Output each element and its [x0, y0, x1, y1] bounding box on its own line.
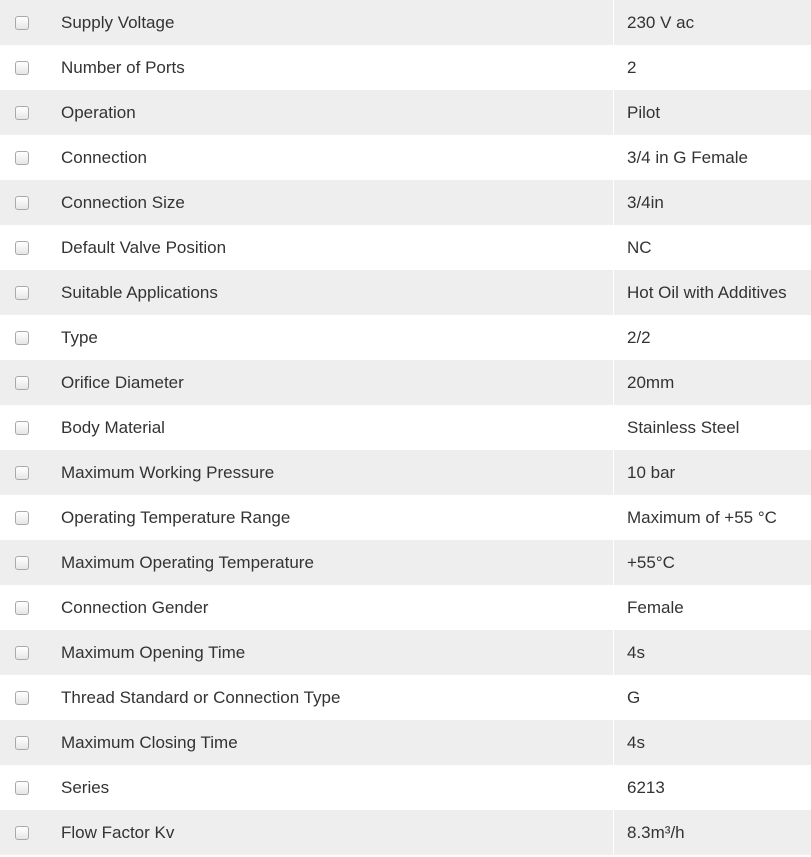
- attribute-label: Maximum Operating Temperature: [61, 552, 314, 572]
- attribute-label: Operating Temperature Range: [61, 507, 291, 527]
- row-checkbox[interactable]: [15, 646, 29, 660]
- row-checkbox[interactable]: [15, 421, 29, 435]
- row-checkbox[interactable]: [15, 466, 29, 480]
- table-row: [0, 540, 811, 585]
- checkbox-cell: [0, 135, 44, 180]
- attribute-label: Series: [61, 777, 110, 797]
- checkbox-cell: [0, 315, 44, 360]
- table-row: [0, 315, 811, 360]
- row-checkbox[interactable]: [15, 826, 29, 840]
- attribute-label: Connection: [61, 147, 148, 167]
- attribute-label: Orifice Diameter: [61, 372, 184, 392]
- attribute-label: Body Material: [61, 417, 165, 437]
- attribute-value: Female: [614, 585, 811, 630]
- row-checkbox[interactable]: [15, 556, 29, 570]
- row-checkbox[interactable]: [15, 781, 29, 795]
- table-row: [0, 270, 811, 315]
- table-row: [0, 630, 811, 675]
- table-row: [0, 765, 811, 810]
- table-row: [0, 135, 811, 180]
- attribute-value: 2/2: [614, 315, 811, 360]
- attribute-value: Hot Oil with Additives: [614, 270, 811, 315]
- checkbox-cell: [0, 495, 44, 540]
- attribute-value: 3/4 in G Female: [614, 135, 811, 180]
- attribute-label: Flow Factor Kv: [61, 822, 175, 842]
- checkbox-cell: [0, 225, 44, 270]
- attribute-value: 3/4in: [614, 180, 811, 225]
- checkbox-cell: [0, 270, 44, 315]
- checkbox-cell: [0, 450, 44, 495]
- table-row: [0, 450, 811, 495]
- table-row: [0, 225, 811, 270]
- row-checkbox[interactable]: [15, 331, 29, 345]
- attribute-label: Maximum Closing Time: [61, 732, 238, 752]
- row-checkbox[interactable]: [15, 376, 29, 390]
- row-checkbox[interactable]: [15, 196, 29, 210]
- row-checkbox[interactable]: [15, 601, 29, 615]
- row-checkbox[interactable]: [15, 736, 29, 750]
- table-row: [0, 810, 811, 855]
- attribute-label: Maximum Opening Time: [61, 642, 246, 662]
- checkbox-cell: [0, 45, 44, 90]
- attribute-label: Suitable Applications: [61, 282, 218, 302]
- attribute-value: Pilot: [614, 90, 811, 135]
- checkbox-cell: [0, 765, 44, 810]
- attribute-value: Maximum of +55 °C: [614, 495, 811, 540]
- row-checkbox[interactable]: [15, 106, 29, 120]
- attribute-value: 4s: [614, 720, 811, 765]
- row-checkbox[interactable]: [15, 61, 29, 75]
- row-checkbox[interactable]: [15, 151, 29, 165]
- attribute-label: Operation: [61, 102, 136, 122]
- attribute-label: Thread Standard or Connection Type: [61, 687, 341, 707]
- checkbox-cell: [0, 720, 44, 765]
- checkbox-cell: [0, 360, 44, 405]
- checkbox-cell: [0, 405, 44, 450]
- attribute-value: 6213: [614, 765, 811, 810]
- attribute-value: +55°C: [614, 540, 811, 585]
- checkbox-cell: [0, 540, 44, 585]
- attribute-value: 20mm: [614, 360, 811, 405]
- attribute-label: Connection Gender: [61, 597, 209, 617]
- row-checkbox[interactable]: [15, 286, 29, 300]
- attribute-label: Number of Ports: [61, 57, 185, 77]
- row-checkbox[interactable]: [15, 16, 29, 30]
- table-row: [0, 585, 811, 630]
- attribute-value: 10 bar: [614, 450, 811, 495]
- checkbox-cell: [0, 585, 44, 630]
- checkbox-cell: [0, 180, 44, 225]
- attribute-value: 4s: [614, 630, 811, 675]
- checkbox-cell: [0, 630, 44, 675]
- attribute-value: 8.3m³/h: [614, 810, 811, 855]
- attribute-label: Maximum Working Pressure: [61, 462, 275, 482]
- table-row: [0, 90, 811, 135]
- attribute-label: Type: [61, 327, 98, 347]
- table-row: [0, 405, 811, 450]
- checkbox-cell: [0, 0, 44, 45]
- table-row: [0, 360, 811, 405]
- checkbox-cell: [0, 675, 44, 720]
- row-checkbox[interactable]: [15, 691, 29, 705]
- attribute-value: NC: [614, 225, 811, 270]
- table-row: [0, 180, 811, 225]
- attribute-label: Default Valve Position: [61, 237, 227, 257]
- table-row: [0, 720, 811, 765]
- row-checkbox[interactable]: [15, 241, 29, 255]
- attribute-label: Connection Size: [61, 192, 185, 212]
- table-row: [0, 0, 811, 45]
- attribute-value: Stainless Steel: [614, 405, 811, 450]
- table-row: [0, 45, 811, 90]
- checkbox-cell: [0, 810, 44, 855]
- row-checkbox[interactable]: [15, 511, 29, 525]
- attribute-value: G: [614, 675, 811, 720]
- table-row: [0, 495, 811, 540]
- checkbox-cell: [0, 90, 44, 135]
- attribute-label: Supply Voltage: [61, 12, 175, 32]
- attribute-value: 2: [614, 45, 811, 90]
- attribute-value: 230 V ac: [614, 0, 811, 45]
- table-row: [0, 675, 811, 720]
